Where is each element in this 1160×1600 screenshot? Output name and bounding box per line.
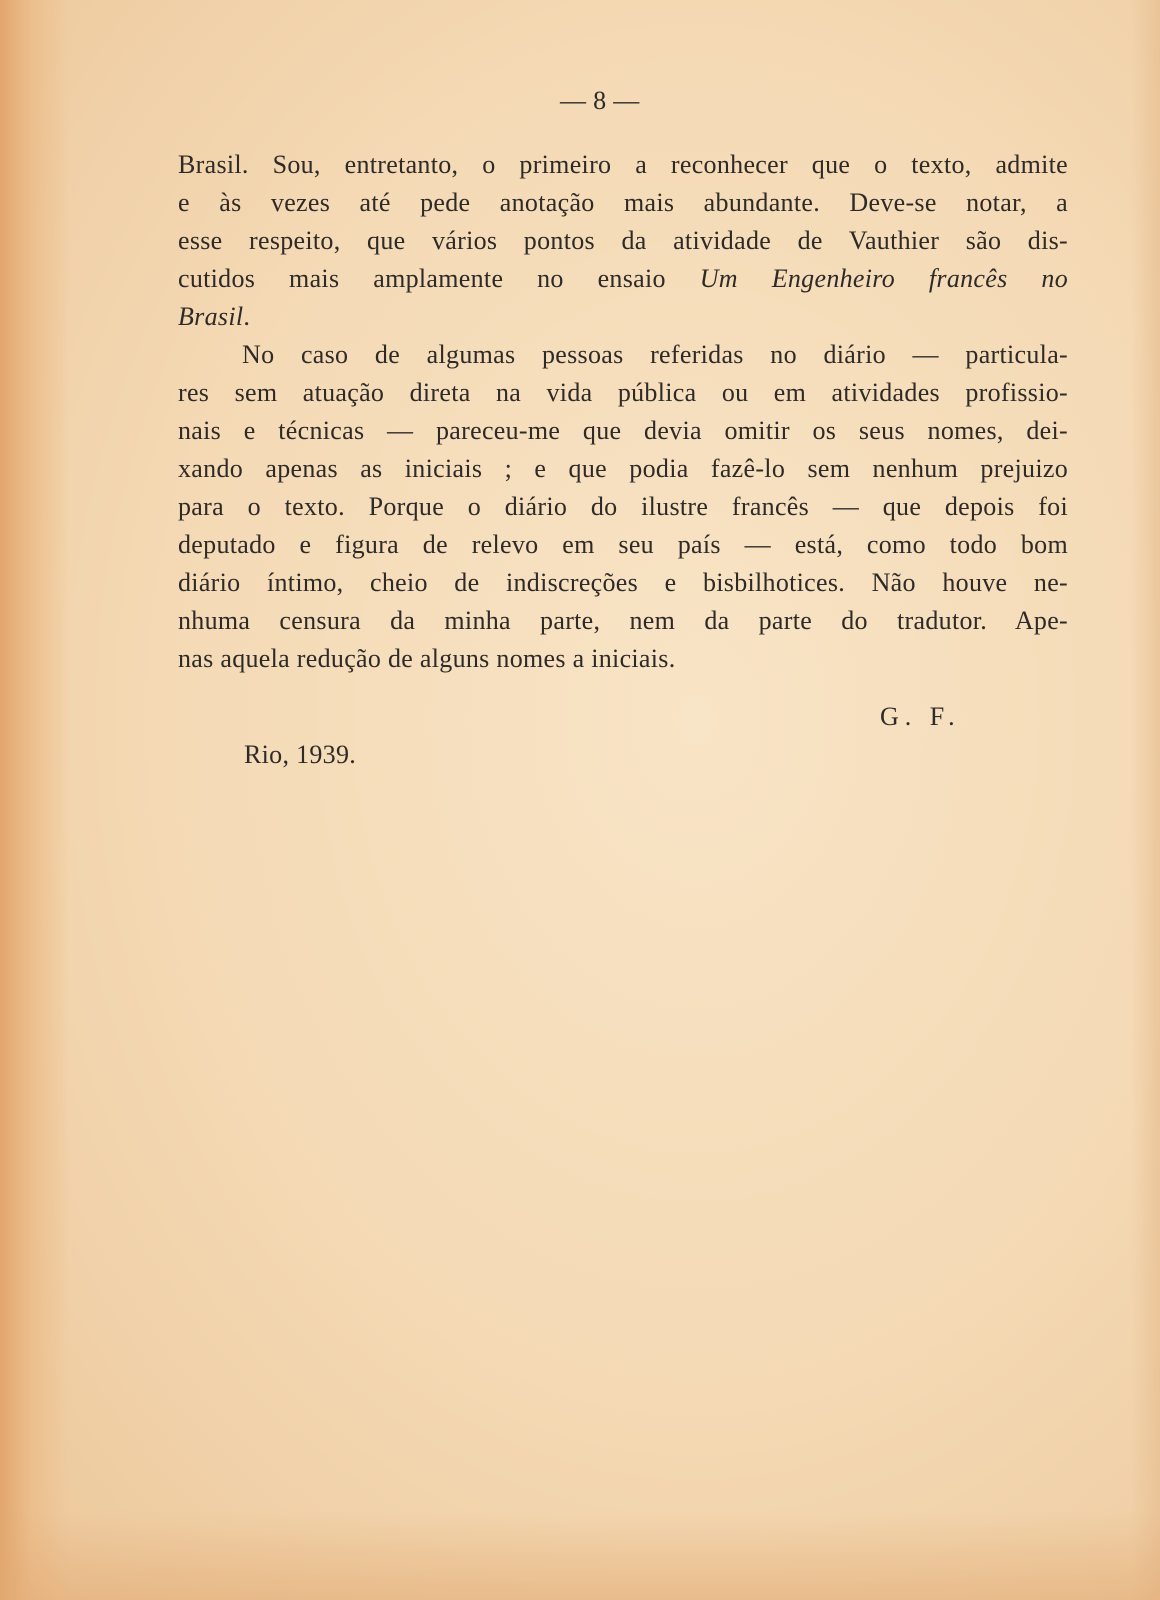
book-title-italic: Um Engenheiro francês no	[699, 264, 1068, 293]
text-span: .	[243, 302, 251, 331]
text-line: nhuma censura da minha parte, nem da parte do tradutor. Ape-	[178, 606, 1068, 635]
place-date: Rio, 1939.	[244, 740, 357, 769]
text-line: res sem atuação direta na vida pública ou em atividades profissio-	[178, 378, 1068, 407]
text-line: No caso de algumas pessoas referidas no diário — particula-	[242, 340, 1068, 369]
text-line	[178, 298, 1068, 336]
text-line: deputado e figura de relevo em seu país — está, como todo bom	[178, 530, 1068, 559]
page-edge-shadow	[0, 0, 70, 1600]
text-line	[178, 260, 1068, 298]
text-line: nais e técnicas — pareceu-me que devia omitir os seus nomes, dei-	[178, 416, 1068, 445]
text-line: e às vezes até pede anotação mais abundante. Deve-se notar, a	[178, 188, 1068, 217]
signature-initials: G. F.	[880, 702, 961, 731]
text-line: para o texto. Porque o diário do ilustre francês — que depois foi	[178, 492, 1068, 521]
body-text	[178, 146, 1068, 678]
text-line: xando apenas as iniciais ; e que podia fazê-lo sem nenhum prejuizo	[178, 454, 1068, 483]
text-line: diário íntimo, cheio de indiscreções e bisbilhotices. Não houve ne-	[178, 568, 1068, 597]
page-edge-shadow-right	[1130, 0, 1160, 1600]
text-span: cutidos mais amplamente no ensaio	[178, 264, 666, 293]
page-bottom-stain	[0, 1510, 1160, 1600]
text-line: Brasil. Sou, entretanto, o primeiro a reconhecer que o texto, admite	[178, 150, 1068, 179]
text-line: esse respeito, que vários pontos da atividade de Vauthier são dis-	[178, 226, 1068, 255]
book-title-italic: Brasil	[178, 302, 244, 331]
text-line: nas aquela redução de alguns nomes a iniciais.	[178, 644, 676, 673]
page-number: — 8 —	[560, 86, 640, 115]
